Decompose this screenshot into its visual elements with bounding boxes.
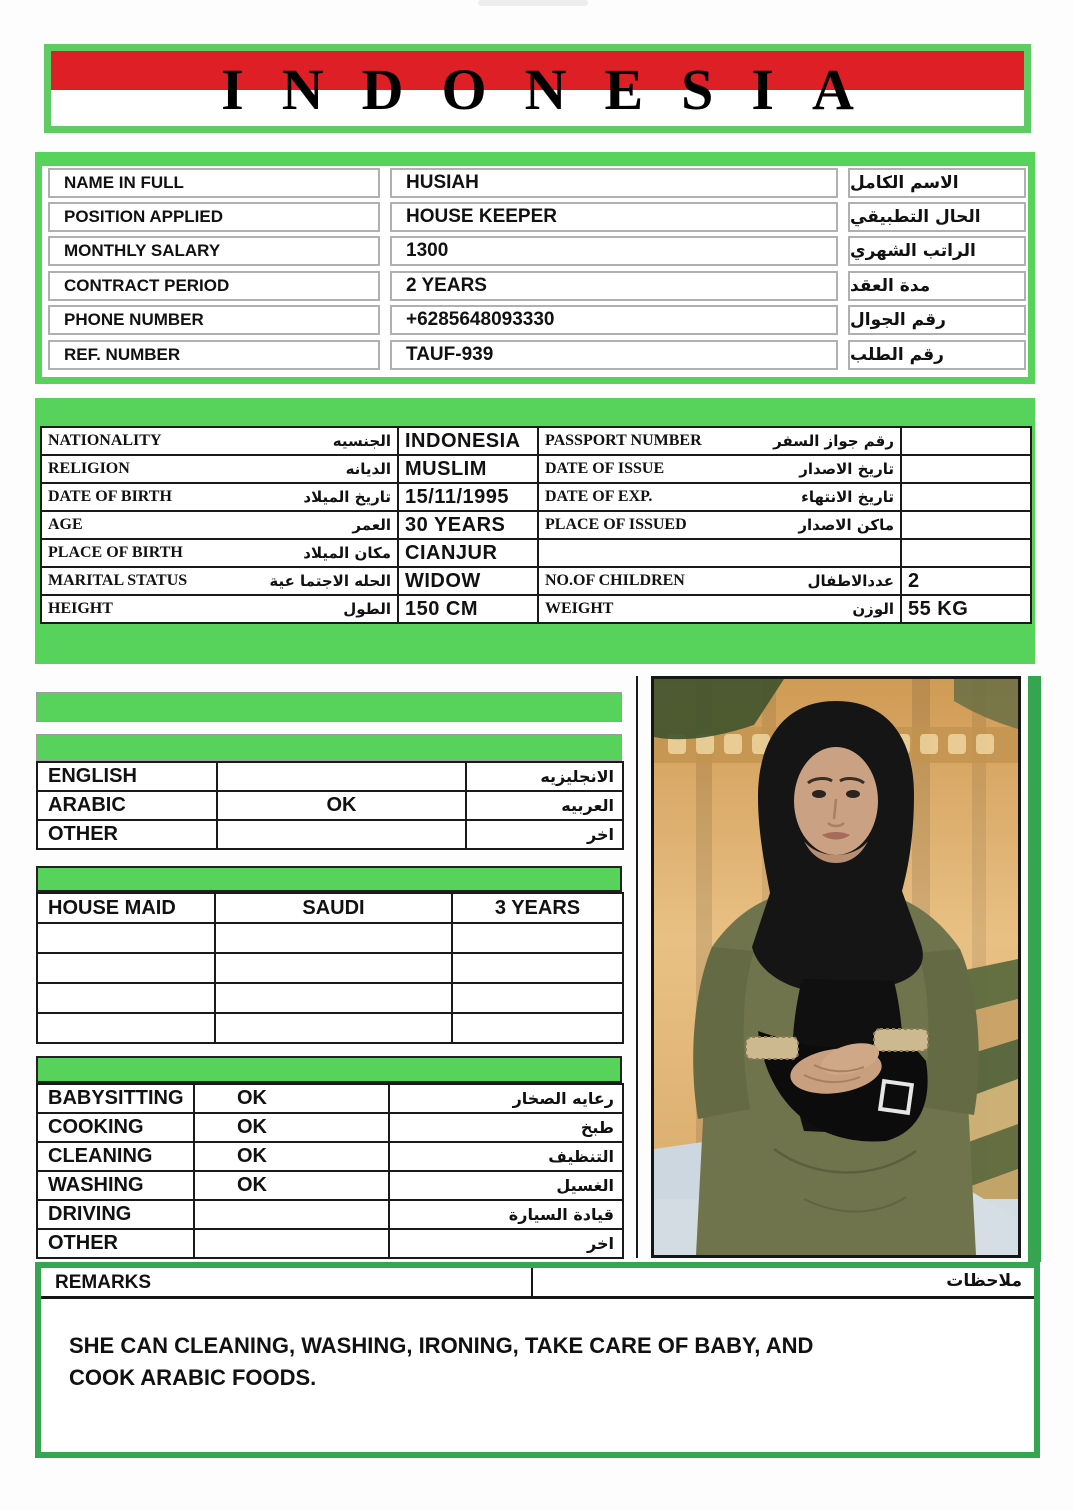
field-label: MONTHLY SALARY bbox=[48, 236, 380, 266]
experience-position bbox=[37, 953, 215, 983]
experience-position bbox=[37, 1013, 215, 1043]
field-label-arabic: تاريخ الانتهاء bbox=[801, 488, 894, 506]
skill-value: OK bbox=[194, 1113, 389, 1142]
table-row bbox=[37, 893, 623, 923]
photo-cell-border bbox=[636, 676, 638, 1258]
experience-country bbox=[215, 1013, 452, 1043]
skill-value: OK bbox=[194, 1171, 389, 1200]
skill-value bbox=[194, 1200, 389, 1229]
field-label-arabic: رقم جواز السفر bbox=[773, 432, 894, 450]
field-label-arabic: الوزن bbox=[852, 600, 894, 618]
table-row bbox=[37, 1171, 623, 1200]
experience-period bbox=[452, 983, 623, 1013]
field-label: PLACE OF BIRTH bbox=[48, 544, 183, 561]
applicant-photo-illustration bbox=[654, 679, 1018, 1255]
languages-table bbox=[36, 761, 624, 850]
experience-period bbox=[452, 953, 623, 983]
language-label-arabic: اخر bbox=[466, 820, 623, 849]
table-row bbox=[37, 762, 623, 791]
field-label: POSITION APPLIED bbox=[48, 202, 380, 232]
language-label: ENGLISH bbox=[37, 762, 217, 791]
field-label-arabic: الاسم الكامل bbox=[848, 168, 1026, 198]
table-row bbox=[41, 427, 1031, 455]
experience-period bbox=[452, 1013, 623, 1043]
skill-label-arabic: رعايه الصخار bbox=[389, 1084, 623, 1113]
table-row bbox=[37, 1013, 623, 1043]
field-label-arabic: رقم الطلب bbox=[848, 340, 1026, 370]
language-label-arabic: العربيه bbox=[466, 791, 623, 820]
field-label: DATE OF BIRTH bbox=[48, 488, 172, 505]
remarks-text: SHE CAN CLEANING, WASHING, IRONING, TAKE CARE OF BABY, AND COOK ARABIC FOODS. bbox=[69, 1333, 814, 1390]
experience-country bbox=[215, 983, 452, 1013]
table-row bbox=[42, 236, 1028, 266]
table-row bbox=[42, 168, 1028, 198]
experience-table bbox=[36, 892, 624, 1044]
field-label: WEIGHT bbox=[545, 600, 614, 617]
language-value bbox=[217, 820, 466, 849]
skill-label: COOKING bbox=[37, 1113, 194, 1142]
table-row bbox=[42, 305, 1028, 335]
table-row bbox=[37, 923, 623, 953]
table-row bbox=[42, 202, 1028, 232]
personal-details-panel bbox=[35, 398, 1035, 664]
scan-artifact bbox=[478, 0, 588, 6]
table-row bbox=[37, 1229, 623, 1258]
skill-label-arabic: اخر bbox=[389, 1229, 623, 1258]
field-label-arabic: تاريخ الميلاد bbox=[303, 488, 391, 506]
field-label: PHONE NUMBER bbox=[48, 305, 380, 335]
skill-value bbox=[194, 1229, 389, 1258]
applicant-photo bbox=[651, 676, 1021, 1258]
field-label-arabic: العمر bbox=[352, 516, 391, 534]
skill-label-arabic: طبخ bbox=[389, 1113, 623, 1142]
field-value bbox=[901, 483, 1031, 511]
field-label-arabic: الحال التطبيقي bbox=[848, 202, 1026, 232]
section-divider-bar bbox=[36, 692, 622, 722]
field-label-arabic: تاريخ الاصدار bbox=[799, 460, 894, 478]
field-label-arabic: الطول bbox=[343, 600, 391, 618]
skills-header-bar bbox=[36, 1056, 622, 1083]
field-label: NATIONALITY bbox=[48, 432, 162, 449]
skills-table bbox=[36, 1083, 624, 1259]
field-label: RELIGION bbox=[48, 460, 130, 477]
skill-label-arabic: التنظيف bbox=[389, 1142, 623, 1171]
language-label: OTHER bbox=[37, 820, 217, 849]
field-value: HOUSE KEEPER bbox=[390, 202, 838, 232]
field-value: HUSIAH bbox=[390, 168, 838, 198]
experience-position: HOUSE MAID bbox=[37, 893, 215, 923]
field-label: REF. NUMBER bbox=[48, 340, 380, 370]
field-value bbox=[901, 427, 1031, 455]
experience-header-bar bbox=[36, 866, 622, 892]
skill-label: CLEANING bbox=[37, 1142, 194, 1171]
remarks-header-divider bbox=[531, 1268, 533, 1296]
field-value: 30 YEARS bbox=[398, 511, 538, 539]
field-label: PLACE OF ISSUED bbox=[545, 516, 687, 533]
field-value bbox=[901, 455, 1031, 483]
skill-label: OTHER bbox=[37, 1229, 194, 1258]
table-row bbox=[37, 820, 623, 849]
photo-cell-green-border bbox=[1028, 676, 1041, 1262]
experience-country bbox=[215, 953, 452, 983]
table-row bbox=[37, 1084, 623, 1113]
table-row bbox=[37, 1142, 623, 1171]
remarks-header-row bbox=[41, 1268, 1034, 1299]
skill-label: WASHING bbox=[37, 1171, 194, 1200]
field-value bbox=[901, 511, 1031, 539]
field-value: 150 CM bbox=[398, 595, 538, 623]
field-value: TAUF-939 bbox=[390, 340, 838, 370]
country-title: INDONESIA bbox=[221, 57, 892, 122]
field-value: INDONESIA bbox=[398, 427, 538, 455]
field-label-arabic: الجنسيه bbox=[332, 432, 391, 450]
field-label-arabic: الحله الاجتما عية bbox=[269, 572, 391, 590]
table-row bbox=[37, 1113, 623, 1142]
experience-country: SAUDI bbox=[215, 893, 452, 923]
field-label: MARITAL STATUS bbox=[48, 572, 188, 589]
field-label: DATE OF ISSUE bbox=[545, 460, 665, 477]
field-label: NO.OF CHILDREN bbox=[545, 572, 685, 589]
table-row bbox=[42, 340, 1028, 370]
field-label: DATE OF EXP. bbox=[545, 488, 653, 505]
table-row bbox=[42, 271, 1028, 301]
table-row bbox=[37, 983, 623, 1013]
field-value: 1300 bbox=[390, 236, 838, 266]
table-row bbox=[41, 539, 1031, 567]
language-label-arabic: الانجليزيه bbox=[466, 762, 623, 791]
remarks-label-arabic: ملاحظات bbox=[946, 1271, 1022, 1291]
field-value bbox=[901, 539, 1031, 567]
personal-details-table bbox=[40, 426, 1032, 624]
table-row bbox=[41, 511, 1031, 539]
skill-label-arabic: الغسيل bbox=[389, 1171, 623, 1200]
field-label: HEIGHT bbox=[48, 600, 113, 617]
field-value: CIANJUR bbox=[398, 539, 538, 567]
field-label: PASSPORT NUMBER bbox=[545, 432, 702, 449]
language-value: OK bbox=[217, 791, 466, 820]
remarks-label: REMARKS bbox=[55, 1272, 152, 1293]
table-row bbox=[41, 455, 1031, 483]
field-label-arabic: مكان الميلاد bbox=[303, 544, 391, 562]
field-value: MUSLIM bbox=[398, 455, 538, 483]
field-label-arabic: الراتب الشهري bbox=[848, 236, 1026, 266]
applicant-summary-panel bbox=[35, 152, 1035, 384]
field-value: 55 KG bbox=[901, 595, 1031, 623]
field-label-arabic: رقم الجوال bbox=[848, 305, 1026, 335]
field-label-arabic: مدة العقد bbox=[848, 271, 1026, 301]
skill-value: OK bbox=[194, 1142, 389, 1171]
field-label-arabic: عددالاطفال bbox=[807, 572, 894, 590]
experience-period: 3 YEARS bbox=[452, 893, 623, 923]
language-value bbox=[217, 762, 466, 791]
field-label: NAME IN FULL bbox=[48, 168, 380, 198]
table-row bbox=[37, 953, 623, 983]
field-label: CONTRACT PERIOD bbox=[48, 271, 380, 301]
field-label-arabic: الديانه bbox=[345, 460, 391, 478]
field-value: 2 bbox=[901, 567, 1031, 595]
country-header-banner bbox=[44, 44, 1031, 133]
experience-country bbox=[215, 923, 452, 953]
table-row bbox=[41, 595, 1031, 623]
table-row bbox=[37, 1200, 623, 1229]
field-value: +6285648093330 bbox=[390, 305, 838, 335]
languages-header-bar bbox=[36, 734, 622, 761]
field-value: 2 YEARS bbox=[390, 271, 838, 301]
experience-position bbox=[37, 983, 215, 1013]
table-row bbox=[37, 791, 623, 820]
language-label: ARABIC bbox=[37, 791, 217, 820]
field-label: AGE bbox=[48, 516, 83, 533]
skill-label-arabic: قيادة السيارة bbox=[389, 1200, 623, 1229]
table-row bbox=[41, 483, 1031, 511]
skill-label: BABYSITTING bbox=[37, 1084, 194, 1113]
field-value: WIDOW bbox=[398, 567, 538, 595]
skill-value: OK bbox=[194, 1084, 389, 1113]
skill-label: DRIVING bbox=[37, 1200, 194, 1229]
remarks-panel bbox=[35, 1262, 1040, 1458]
experience-period bbox=[452, 923, 623, 953]
field-label-arabic: ماكن الاصدار bbox=[798, 516, 894, 534]
table-row bbox=[41, 567, 1031, 595]
experience-position bbox=[37, 923, 215, 953]
field-value: 15/11/1995 bbox=[398, 483, 538, 511]
